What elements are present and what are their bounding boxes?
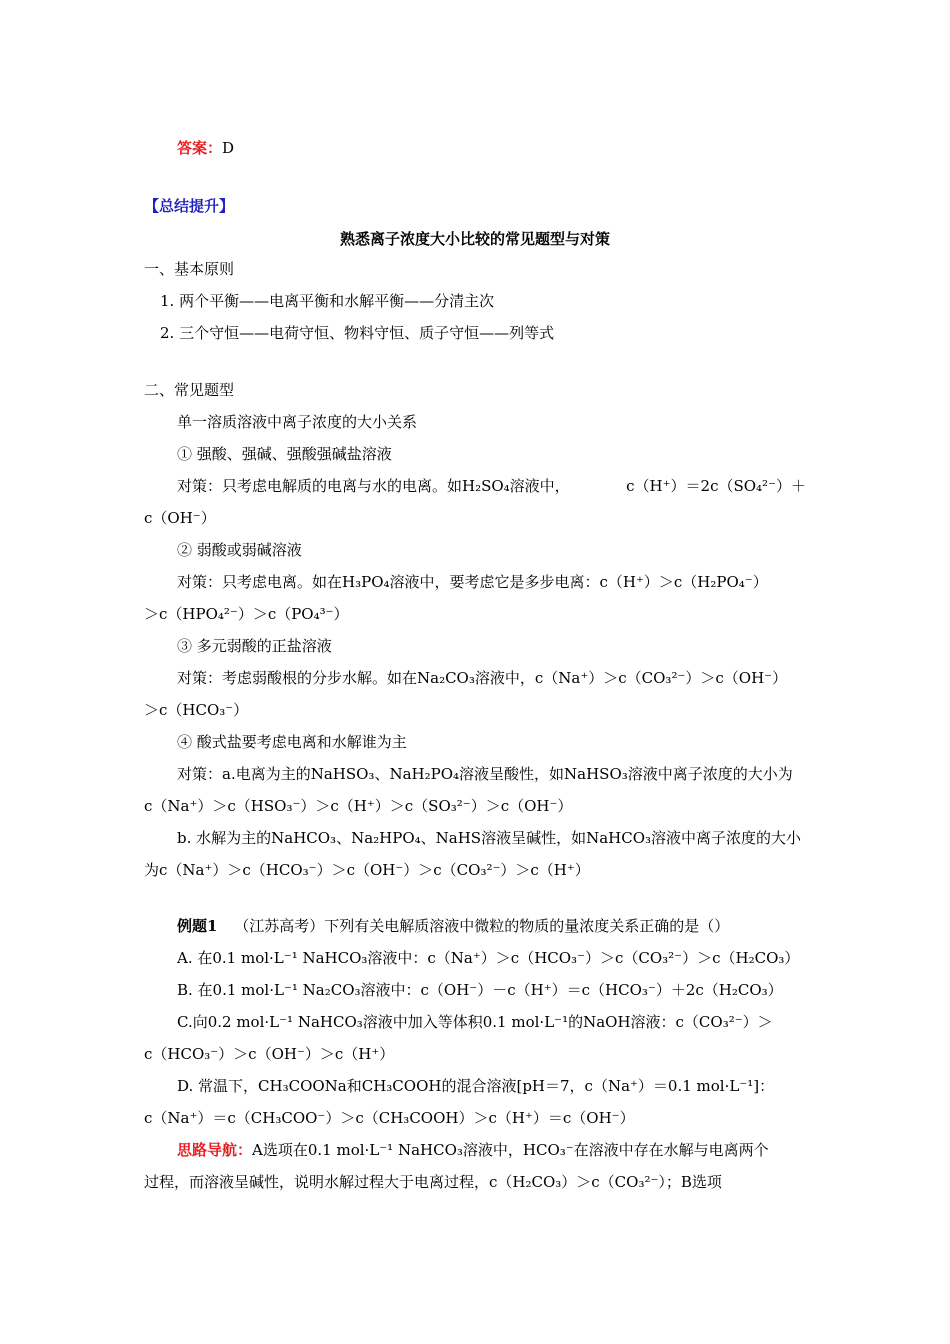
case2-title: ② 弱酸或弱碱溶液 [177,541,302,559]
case4-text-a: 对策：a.电离为主的NaHSO₃、NaH₂PO₄溶液呈酸性，如NaHSO₃溶液中离子浓度的大小为 [177,765,793,783]
guide-line1 [177,1139,769,1161]
case1-text-line1 [177,475,806,497]
option-c-line1: C.向0.2 mol·L⁻¹ NaHCO₃溶液中加入等体积0.1 mol·L⁻¹的NaOH溶液：c（CO₃²⁻）＞ [177,1013,773,1031]
case1-text-c: c（OH⁻） [144,509,216,527]
example-stem-line [177,915,729,937]
answer-value: D [222,139,235,157]
section2-intro: 单一溶质溶液中离子浓度的大小关系 [177,413,418,431]
case2-text-b: ＞c（HPO₄²⁻）＞c（PO₄³⁻） [144,605,349,623]
case1-text-a: 对策：只考虑电解质的电离与水的电离。如H₂SO₄溶液中， [177,477,570,495]
option-c-line2: c（HCO₃⁻）＞c（OH⁻）＞c（H⁺） [144,1045,395,1063]
option-a: A. 在0.1 mol·L⁻¹ NaHCO₃溶液中：c（Na⁺）＞c（HCO₃⁻）＞c（CO₃²⁻）＞c（H₂CO₃） [177,949,800,967]
case3-title: ③ 多元弱酸的正盐溶液 [177,637,332,655]
guide-text-a: A选项在0.1 mol·L⁻¹ NaHCO₃溶液中，HCO₃⁻在溶液中存在水解与电离两个 [252,1141,769,1159]
case4-text-c: b. 水解为主的NaHCO₃、Na₂HPO₄、NaHS溶液呈碱性，如NaHCO₃溶液中离子浓度的大小 [177,829,802,847]
case4-text-b: c（Na⁺）＞c（HSO₃⁻）＞c（H⁺）＞c（SO₃²⁻）＞c（OH⁻） [144,797,573,815]
example-label: 例题1 [177,917,218,935]
example-stem: （江苏高考）下列有关电解质溶液中微粒的物质的量浓度关系正确的是（） [234,917,730,935]
case3-text-a: 对策：考虑弱酸根的分步水解。如在Na₂CO₃溶液中，c（Na⁺）＞c（CO₃²⁻）＞c（OH⁻） [177,669,788,687]
principle-item-1: 1. 两个平衡——电离平衡和水解平衡——分清主次 [160,292,495,310]
case3-text-b: ＞c（HCO₃⁻） [144,701,249,719]
case1-text-b: c（H⁺）＝2c（SO₄²⁻）＋ [626,477,806,495]
case4-text-d: 为c（Na⁺）＞c（HCO₃⁻）＞c（OH⁻）＞c（CO₃²⁻）＞c（H⁺） [144,861,590,879]
section1-heading: 一、基本原则 [144,260,235,278]
option-b: B. 在0.1 mol·L⁻¹ Na₂CO₃溶液中：c（OH⁻）－c（H⁺）＝c（HCO₃⁻）＋2c（H₂CO₃） [177,981,783,999]
guide-line2: 过程，而溶液呈碱性，说明水解过程大于电离过程，c（H₂CO₃）＞c（CO₃²⁻）；B选项 [144,1173,722,1191]
guide-label: 思路导航： [177,1141,253,1159]
option-d-line1: D. 常温下，CH₃COONa和CH₃COOH的混合溶液[pH＝7，c（Na⁺）＝0.1 mol·L⁻¹]： [177,1077,775,1095]
answer-line [177,137,234,159]
case1-title: ① 强酸、强碱、强酸强碱盐溶液 [177,445,392,463]
answer-label: 答案： [177,139,223,157]
principle-item-2: 2. 三个守恒——电荷守恒、物料守恒、质子守恒——列等式 [160,324,555,342]
case4-title: ④ 酸式盐要考虑电离和水解谁为主 [177,733,407,751]
option-d-line2: c（Na⁺）＝c（CH₃COO⁻）＞c（CH₃COOH）＞c（H⁺）＝c（OH⁻） [144,1109,635,1127]
summary-heading: 【总结提升】 [144,197,235,215]
case2-text-a: 对策：只考虑电离。如在H₃PO₄溶液中，要考虑它是多步电离：c（H⁺）＞c（H₂PO₄⁻） [177,573,768,591]
section-title: 熟悉离子浓度大小比较的常见题型与对策 [339,230,610,248]
section2-heading: 二、常见题型 [144,381,235,399]
